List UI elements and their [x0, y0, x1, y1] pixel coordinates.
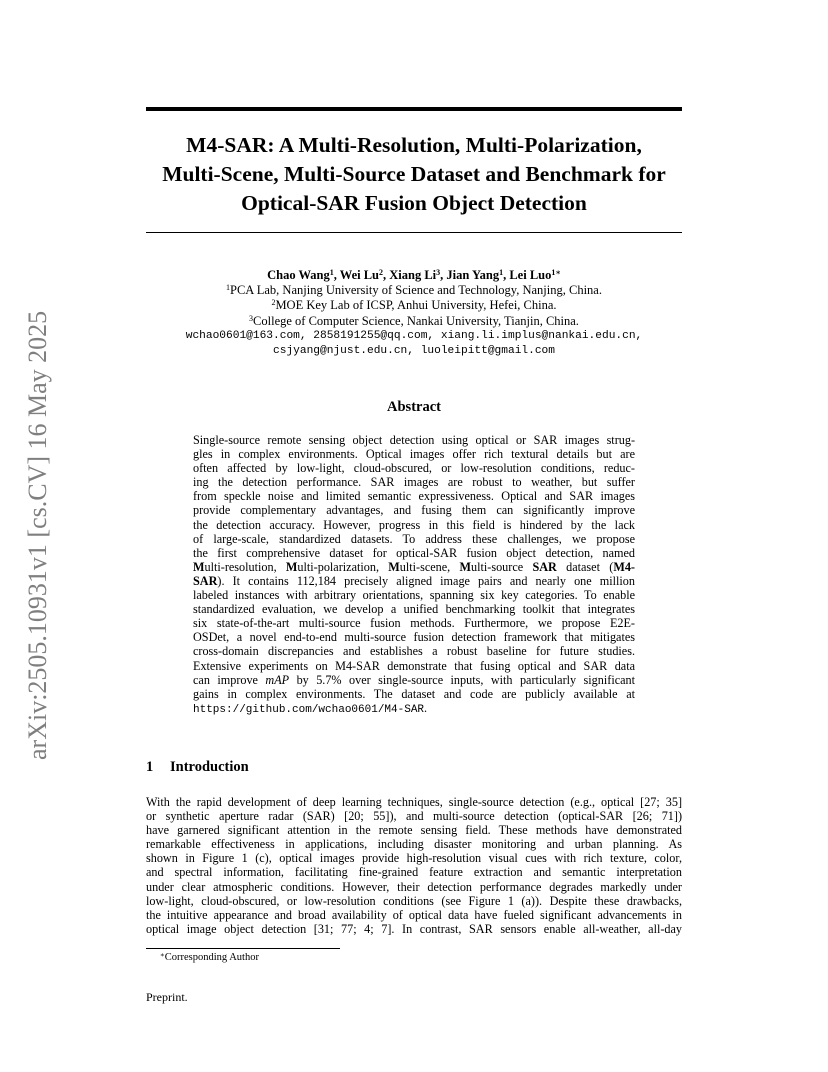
abstract-line: the detection accuracy. However, progress in this field is hindered by the lack	[193, 517, 635, 532]
section-title: Introduction	[170, 759, 249, 775]
title-line: M4-SAR: A Multi-Resolution, Multi-Polarization,	[186, 133, 642, 157]
abstract-line: labeled instances with arbitrary orientations, spanning six key categories. To enable	[193, 588, 635, 603]
affiliation-mark: 3	[249, 313, 254, 323]
author-name: Chao Wang	[267, 268, 330, 282]
author-name: Xiang Li	[389, 268, 437, 282]
abstract-line: SAR). It contains 112,184 precisely aligned image pairs and nearly one million	[193, 573, 635, 588]
title-bottom-rule	[146, 232, 682, 233]
author-names	[120, 268, 708, 283]
abstract-line: https://github.com/wchao0601/M4-SAR.	[193, 700, 428, 716]
footnote	[160, 951, 259, 963]
abstract-line: provide complementary advantages, and fusing them can significantly improve	[193, 503, 635, 518]
abstract-heading: Abstract	[387, 399, 441, 415]
author-sep: ,	[383, 268, 390, 282]
abstract-line: from speckle noise and limited semantic expressiveness. Optical and SAR images	[193, 489, 635, 504]
abstract-line: six state-of-the-art multi-source fusion methods. Furthermore, we propose E2E-	[193, 616, 635, 631]
intro-line: shown in Figure 1 (c), optical images provide high-resolution visual cues with rich texture, color,	[146, 851, 682, 866]
author-affil-mark: 2	[379, 268, 384, 277]
arxiv-identifier: arXiv:2505.10931v1 [cs.CV] 16 May 2025	[23, 310, 52, 760]
affiliation-text: College of Computer Science, Nankai University, Tianjin, China.	[253, 313, 579, 328]
section-number: 1	[146, 759, 154, 775]
abstract-line: the first comprehensive dataset for optical-SAR fusion object detection, named	[193, 545, 635, 560]
author-name: Lei Luo	[509, 268, 552, 282]
author-affil-mark: 1∗	[551, 268, 561, 277]
title-line: Multi-Scene, Multi-Source Dataset and Benchmark for	[162, 162, 666, 186]
author-block	[120, 268, 708, 359]
abstract-line: gains in complex environments. The dataset and code are publicly available at	[193, 686, 635, 701]
section-heading-introduction	[146, 759, 249, 776]
author-affil-mark: 1	[329, 268, 334, 277]
author-sep: ,	[503, 268, 510, 282]
intro-line: have garnered significant attention in the remote sensing field. These methods have demonstrated	[146, 823, 682, 838]
affiliation-text: MOE Key Lab of ICSP, Anhui University, Hefei, China.	[275, 298, 557, 313]
title-top-rule	[146, 107, 682, 111]
intro-line: the intuitive appearance and broad availability of optical data have fueled significant advancements in	[146, 907, 682, 922]
affiliation	[120, 283, 708, 298]
intro-line: and spectral information, facilitating fine-grained feature extraction and semantic interpretation	[146, 865, 682, 880]
author-affil-mark: 3	[436, 268, 441, 277]
abstract-line: gles in complex environments. Optical images offer rich textural details but are	[193, 447, 635, 462]
abstract-line: OSDet, a novel end-to-end multi-source fusion detection framework that mitigates	[193, 630, 635, 645]
abstract-line: Single-source remote sensing object detection using optical or SAR images strug-	[193, 433, 635, 447]
author-sep: ,	[440, 268, 447, 282]
intro-line: remarkable effectiveness in applications, including disaster monitoring and urban planning. As	[146, 837, 682, 852]
affiliation	[120, 314, 708, 329]
intro-line: low-light, cloud-obscured, or low-resolution conditions (see Figure 1 (a)). Despite these drawbacks,	[146, 893, 682, 908]
abstract-line: of large-scale, standardized datasets. To address these challenges, we propose	[193, 531, 635, 546]
intro-line: With the rapid development of deep learning techniques, single-source detection (e.g., optical [27; 35]	[146, 795, 682, 809]
title-line: Optical-SAR Fusion Object Detection	[241, 191, 587, 215]
affiliation-mark: 2	[271, 298, 276, 308]
author-name: Jian Yang	[446, 268, 500, 282]
intro-line: optical image object detection [31; 77; 4; 7]. In contrast, SAR sensors enable all-weather, all-day	[146, 921, 682, 936]
abstract-line: can improve mAP by 5.7% over single-source inputs, with particularly significant	[193, 672, 635, 687]
footnote-text: Corresponding Author	[164, 952, 259, 963]
abstract-line: standardized evaluation, we develop a unified benchmarking toolkit that integrates	[193, 602, 635, 617]
intro-line: or synthetic aperture radar (SAR) [20; 55]), and multi-source detection (optical-SAR [26; 71])	[146, 809, 682, 824]
abstract-line: often affected by low-light, cloud-obscured, or low-resolution conditions, reduc-	[193, 461, 635, 476]
abstract-line: cross-domain discrepancies and establishes a robust baseline for future studies.	[193, 644, 635, 659]
paper-title	[146, 131, 682, 218]
abstract-line: ing the detection performance. SAR images are robust to weather, but suffer	[193, 475, 635, 490]
introduction-body	[146, 795, 682, 936]
affiliation	[120, 298, 708, 313]
abstract-body	[193, 433, 635, 717]
affiliation-text: PCA Lab, Nanjing University of Science and Technology, Nanjing, China.	[230, 283, 602, 298]
author-name: Wei Lu	[339, 268, 380, 282]
footnote-mark: ∗	[160, 951, 165, 959]
intro-line: under clear atmospheric conditions. However, their detection performance degrades markedly under	[146, 879, 682, 894]
author-affil-mark: 1	[499, 268, 504, 277]
preprint-label: Preprint.	[146, 990, 188, 1004]
footnote-rule	[146, 948, 340, 949]
math-map: mAP	[265, 672, 290, 687]
affiliation-mark: 1	[226, 283, 230, 293]
code-url: https://github.com/wchao0601/M4-SAR	[193, 703, 425, 716]
author-sep: ,	[333, 268, 340, 282]
abstract-line: Multi-resolution, Multi-polarization, Multi-scene, Multi-source SAR dataset (M4-	[193, 559, 635, 574]
author-emails: wchao0601@163.com, 2858191255@qq.com, xiang.li.implus@nankai.edu.cn,	[185, 329, 643, 342]
abstract-line: Extensive experiments on M4-SAR demonstrate that fusing optical and SAR data	[193, 658, 635, 673]
author-emails: csjyang@njust.edu.cn, luoleipitt@gmail.com	[273, 345, 555, 358]
